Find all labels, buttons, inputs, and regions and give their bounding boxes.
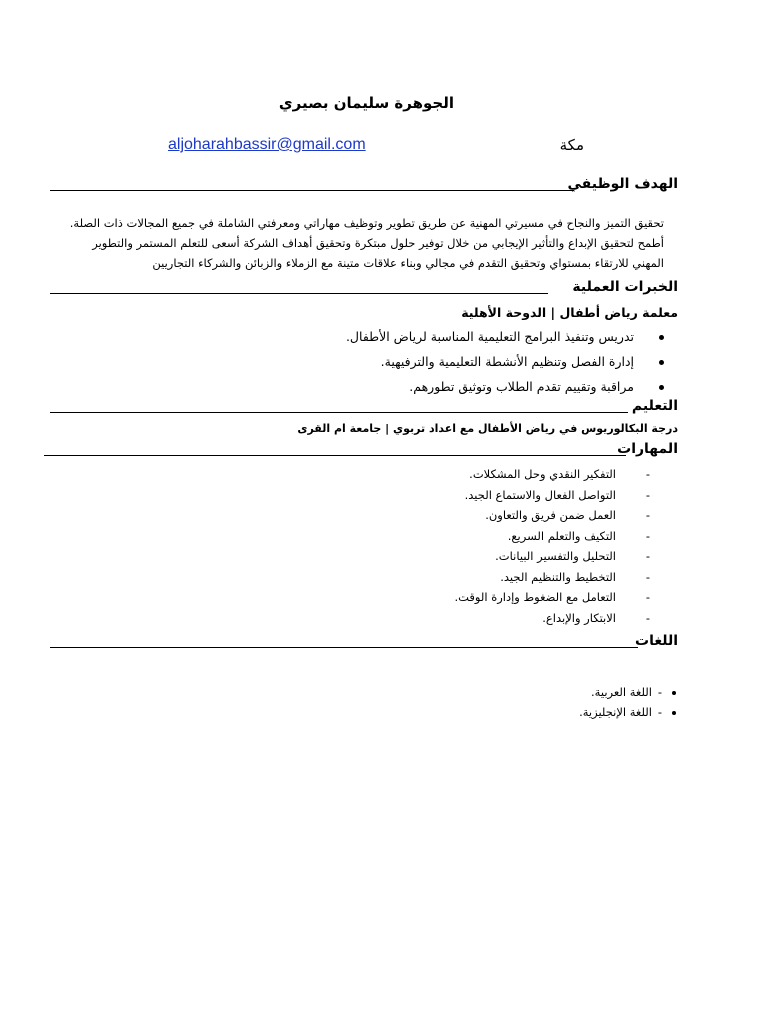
candidate-name: الجوهرة سليمان بصيري xyxy=(278,94,454,112)
list-item xyxy=(340,487,654,508)
list-item-text: التخطيط والتنظيم الجيد. xyxy=(500,569,616,584)
list-item xyxy=(340,507,654,528)
experience-title: الخبرات العملية xyxy=(572,279,678,295)
list-item xyxy=(340,589,654,610)
dash-icon: - xyxy=(645,487,650,502)
list-item-text: الابتكار والإبداع. xyxy=(542,610,616,625)
list-item xyxy=(200,352,664,377)
list-item-text: مراقبة وتقييم تقدم الطلاب وتوثيق تطورهم. xyxy=(409,379,634,394)
list-item-text: التفكير النقدي وحل المشكلات. xyxy=(469,467,616,481)
list-item-text: اللغة العربية. xyxy=(591,685,652,699)
education-degree: درجة البكالوريوس في رياض الأطفال مع اعداد تربوي | جامعة ام القرى xyxy=(297,422,678,435)
skills-rule xyxy=(44,455,626,456)
dash-icon: - xyxy=(645,508,650,522)
bullet-icon xyxy=(659,360,664,365)
list-item xyxy=(340,610,654,631)
skills-list xyxy=(340,466,654,630)
skills-title: المهارات xyxy=(617,441,678,457)
bullet-icon xyxy=(659,385,664,390)
list-item-text: اللغة الإنجليزية. xyxy=(579,705,652,719)
objective-line: المهني للارتقاء بمستواي وتحقيق التقدم في مجالي وبناء علاقات متينة مع الزملاء والزبائن والشركاء التجاريين xyxy=(152,256,664,270)
list-item-text: إدارة الفصل وتنظيم الأنشطة التعليمية والترفيهية. xyxy=(380,354,634,369)
list-item xyxy=(200,327,664,352)
email-link[interactable]: aljoharahbassir@gmail.com xyxy=(168,136,366,153)
languages-rule xyxy=(50,647,638,648)
education-rule xyxy=(50,412,628,413)
education-title: التعليم xyxy=(631,398,678,414)
dash-icon: - xyxy=(645,610,650,625)
languages-list xyxy=(440,684,702,724)
objective-line: تحقيق التميز والنجاح في مسيرتي المهنية عن طريق تطوير وتوظيف مهاراتي ومعرفتي الشاملة في جميع المجالات ذات الصلة. xyxy=(69,216,664,230)
experience-rule xyxy=(50,293,548,294)
list-item-text: العمل ضمن فريق والتعاون. xyxy=(485,508,616,522)
objective-line: أطمح لتحقيق الإبداع والتأثير الإيجابي من خلال توفير حلول مبتكرة وتحقيق أهداف الشركة أسعى للتعلم المستمر والتطوير xyxy=(92,236,664,250)
languages-title: اللغات xyxy=(635,633,678,649)
dash-icon: - xyxy=(645,549,650,563)
objective-text xyxy=(40,213,664,273)
list-item-text: التواصل الفعال والاستماع الجيد. xyxy=(464,487,616,502)
list-item xyxy=(340,528,654,549)
dash-icon: - xyxy=(645,590,650,604)
list-item xyxy=(340,548,654,569)
dash-icon: • - xyxy=(657,685,662,699)
objective-title: الهدف الوظيفي xyxy=(567,176,678,192)
list-item xyxy=(340,569,654,590)
list-item xyxy=(440,704,662,724)
list-item xyxy=(340,466,654,487)
objective-rule xyxy=(50,190,574,191)
list-item-text: التعامل مع الضغوط وإدارة الوقت. xyxy=(454,590,616,604)
dash-icon: • - xyxy=(657,705,662,719)
city: مكة xyxy=(559,136,584,154)
dash-icon: - xyxy=(645,467,650,481)
dash-icon: - xyxy=(645,569,650,584)
list-item xyxy=(440,684,662,704)
dash-icon: - xyxy=(645,528,650,543)
job-title: معلمة رياض أطفال | الدوحة الأهلية xyxy=(461,305,678,320)
list-item-text: التكيف والتعلم السريع. xyxy=(507,528,616,543)
list-item-text: التحليل والتفسير البيانات. xyxy=(495,549,616,563)
bullet-icon xyxy=(659,335,664,340)
experience-list xyxy=(200,327,664,402)
list-item-text: تدريس وتنفيذ البرامج التعليمية المناسبة لرياض الأطفال. xyxy=(345,329,634,344)
